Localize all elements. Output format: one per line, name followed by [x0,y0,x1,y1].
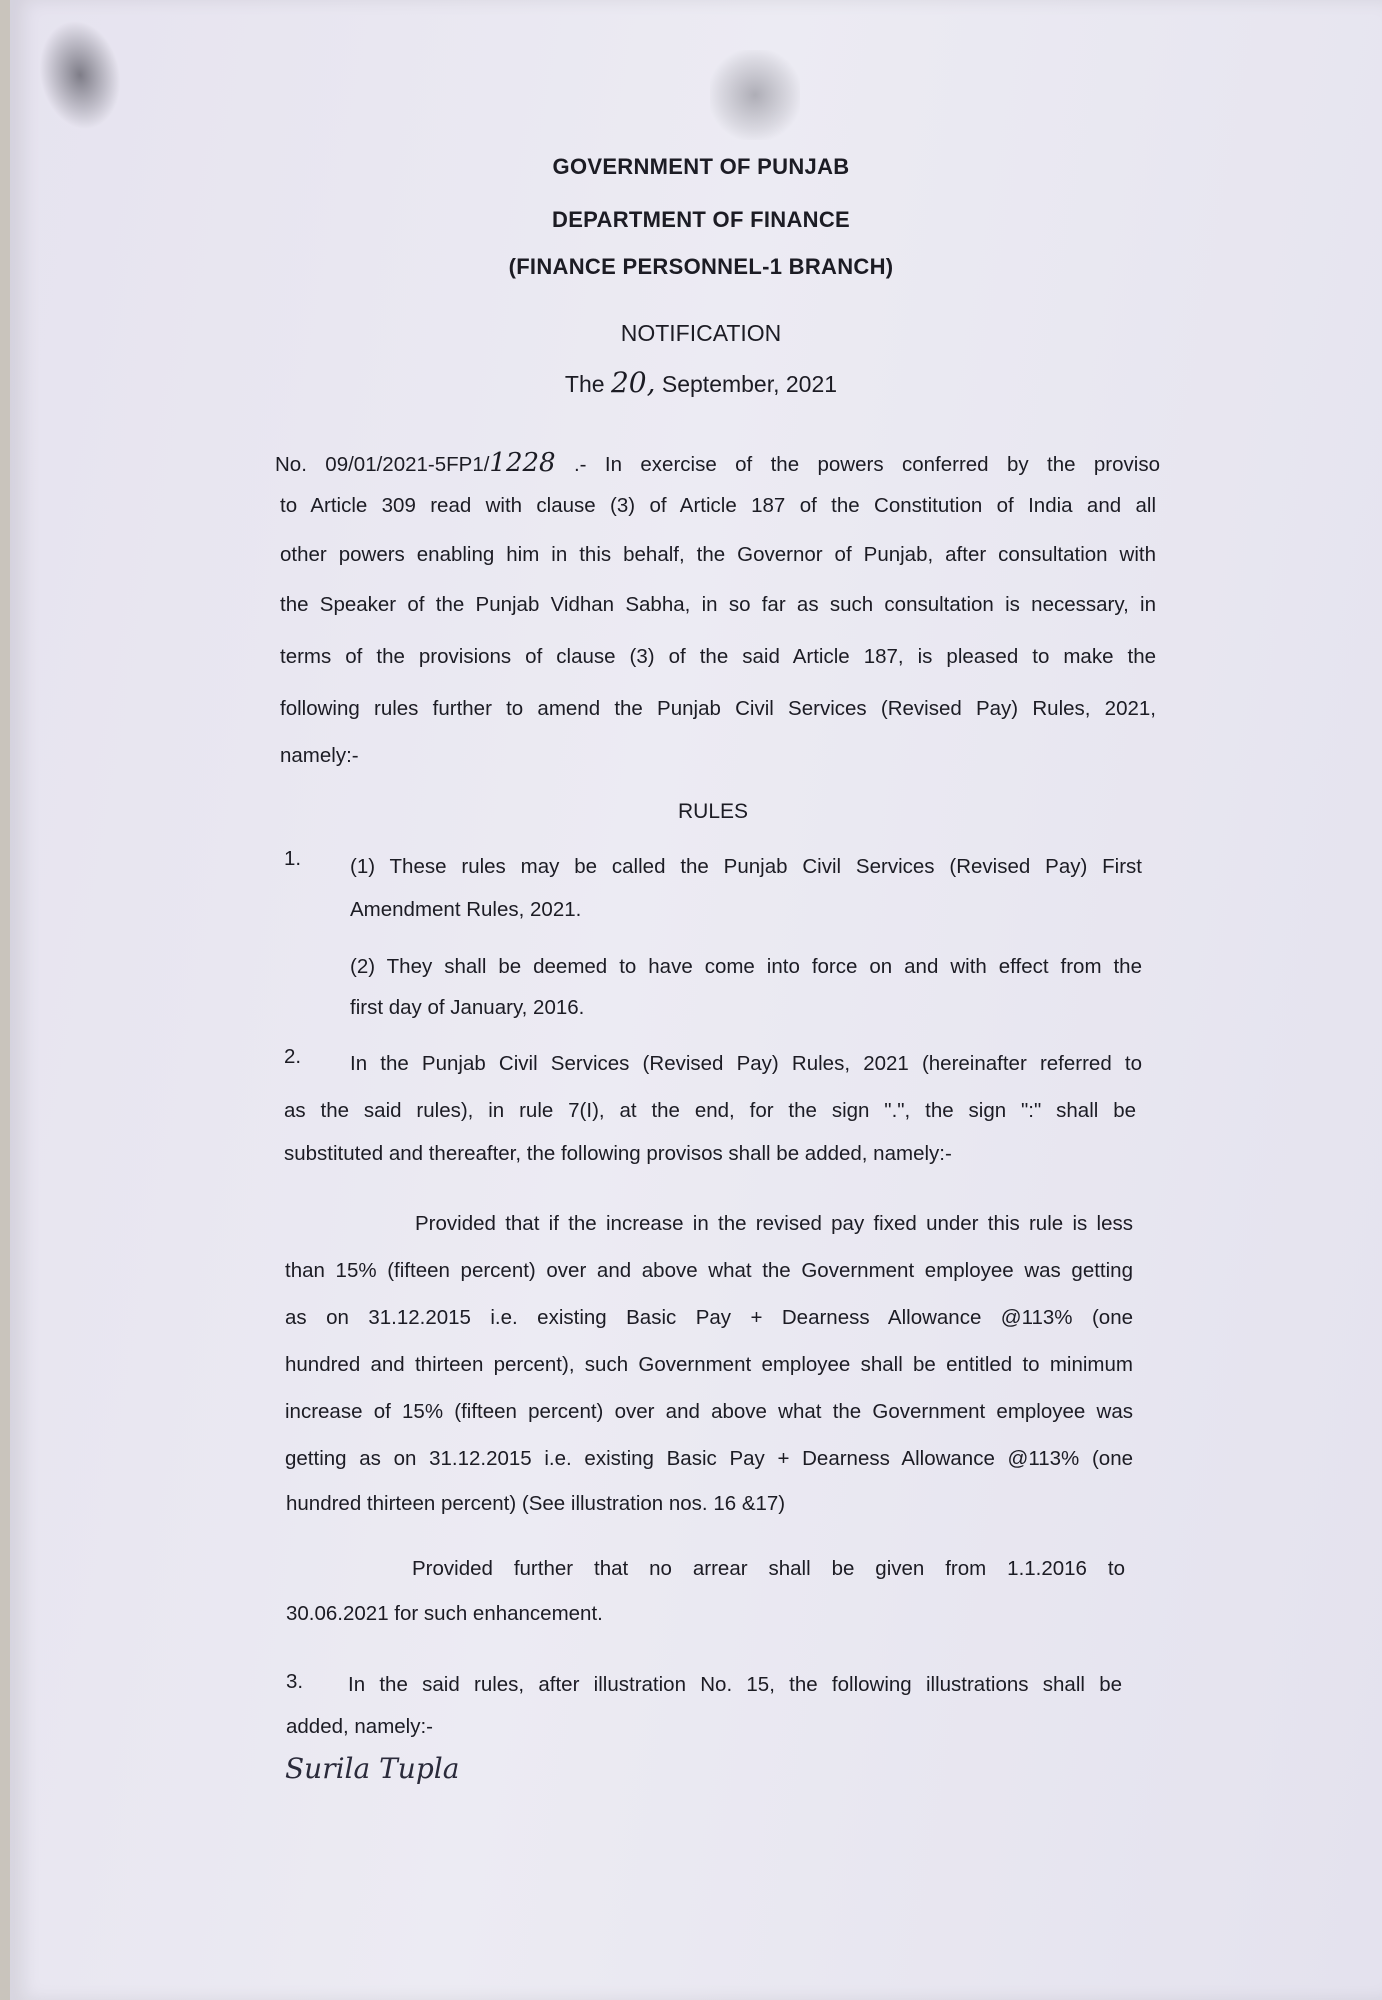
rule-2-number: 2. [284,1045,302,1068]
proviso-2-line-1: Provided further that no arrear shall be given from 1.1.2016 to [412,1557,1125,1580]
rule-2-line-3: substituted and thereafter, the following provisos shall be added, namely:- [284,1142,952,1165]
faded-stamp [710,50,800,140]
date-day-handwritten: 20, [610,366,656,399]
header-department: DEPARTMENT OF FINANCE [552,207,850,232]
proviso-1-line-6: getting as on 31.12.2015 i.e. existing Basic Pay + Dearness Allowance @113% (one [285,1447,1133,1470]
rule-3-line-1: In the said rules, after illustration No. 15, the following illustrations shall be [348,1673,1122,1696]
header-government: GOVERNMENT OF PUNJAB [552,154,850,179]
rule-3-line-2: added, namely:- [286,1715,434,1738]
rule-3-number: 3. [286,1670,304,1693]
document-page [10,0,1382,2000]
reference-number-prefix: No. 09/01/2021-5FP1/ [275,453,490,476]
rule-1-line-3: (2) They shall be deemed to have come into force on and with effect from the [350,955,1142,978]
rule-1-line-1: (1) These rules may be called the Punjab Civil Services (Revised Pay) First [350,855,1142,878]
preamble-line-6: following rules further to amend the Punjab Civil Services (Revised Pay) Rules, 2021, [280,697,1156,720]
preamble-line-7: namely:- [280,744,359,767]
header-branch: (FINANCE PERSONNEL-1 BRANCH) [508,254,894,279]
preamble-line-5: terms of the provisions of clause (3) of the said Article 187, is pleased to make the [280,645,1156,668]
rules-heading: RULES [677,800,749,823]
rule-2-line-1: In the Punjab Civil Services (Revised Pay) Rules, 2021 (hereinafter referred to [350,1052,1142,1075]
proviso-1-line-5: increase of 15% (fifteen percent) over and above what the Government employee was [285,1400,1133,1423]
proviso-1-line-2: than 15% (fifteen percent) over and above what the Government employee was getting [285,1259,1133,1282]
rule-2-line-2: as the said rules), in rule 7(I), at the end, for the sign ".", the sign ":" shall be [284,1099,1136,1122]
date-prefix: The [564,371,605,397]
proviso-1-line-7: hundred thirteen percent) (See illustration nos. 16 &17) [286,1492,786,1515]
rule-1-line-4: first day of January, 2016. [350,996,585,1019]
rule-1-number: 1. [284,847,302,870]
preamble-line-1-text: .- In exercise of the powers conferred by the proviso [555,453,1160,476]
preamble-line-3: other powers enabling him in this behalf, the Governor of Punjab, after consultation with [280,543,1156,566]
proviso-2-line-2: 30.06.2021 for such enhancement. [286,1602,603,1625]
proviso-1-line-3: as on 31.12.2015 i.e. existing Basic Pay + Dearness Allowance @113% (one [285,1306,1133,1329]
preamble-line-1 [275,448,1160,478]
reference-number-handwritten: 1228 [489,448,556,478]
proviso-1-line-4: hundred and thirteen percent), such Government employee shall be entitled to minimum [285,1353,1133,1376]
preamble-line-2: to Article 309 read with clause (3) of Article 187 of the Constitution of India and all [280,494,1156,517]
preamble-line-4: the Speaker of the Punjab Vidhan Sabha, in so far as such consultation is necessary, in [280,593,1156,616]
proviso-1-line-1: Provided that if the increase in the revised pay fixed under this rule is less [415,1212,1133,1235]
notification-title: NOTIFICATION [620,320,782,346]
notification-date [10,366,1382,399]
rule-1-line-2: Amendment Rules, 2021. [350,898,582,921]
handwritten-signature: Surila Tupla [285,1752,460,1785]
date-rest: September, 2021 [661,371,838,397]
ink-smudge [29,13,130,137]
